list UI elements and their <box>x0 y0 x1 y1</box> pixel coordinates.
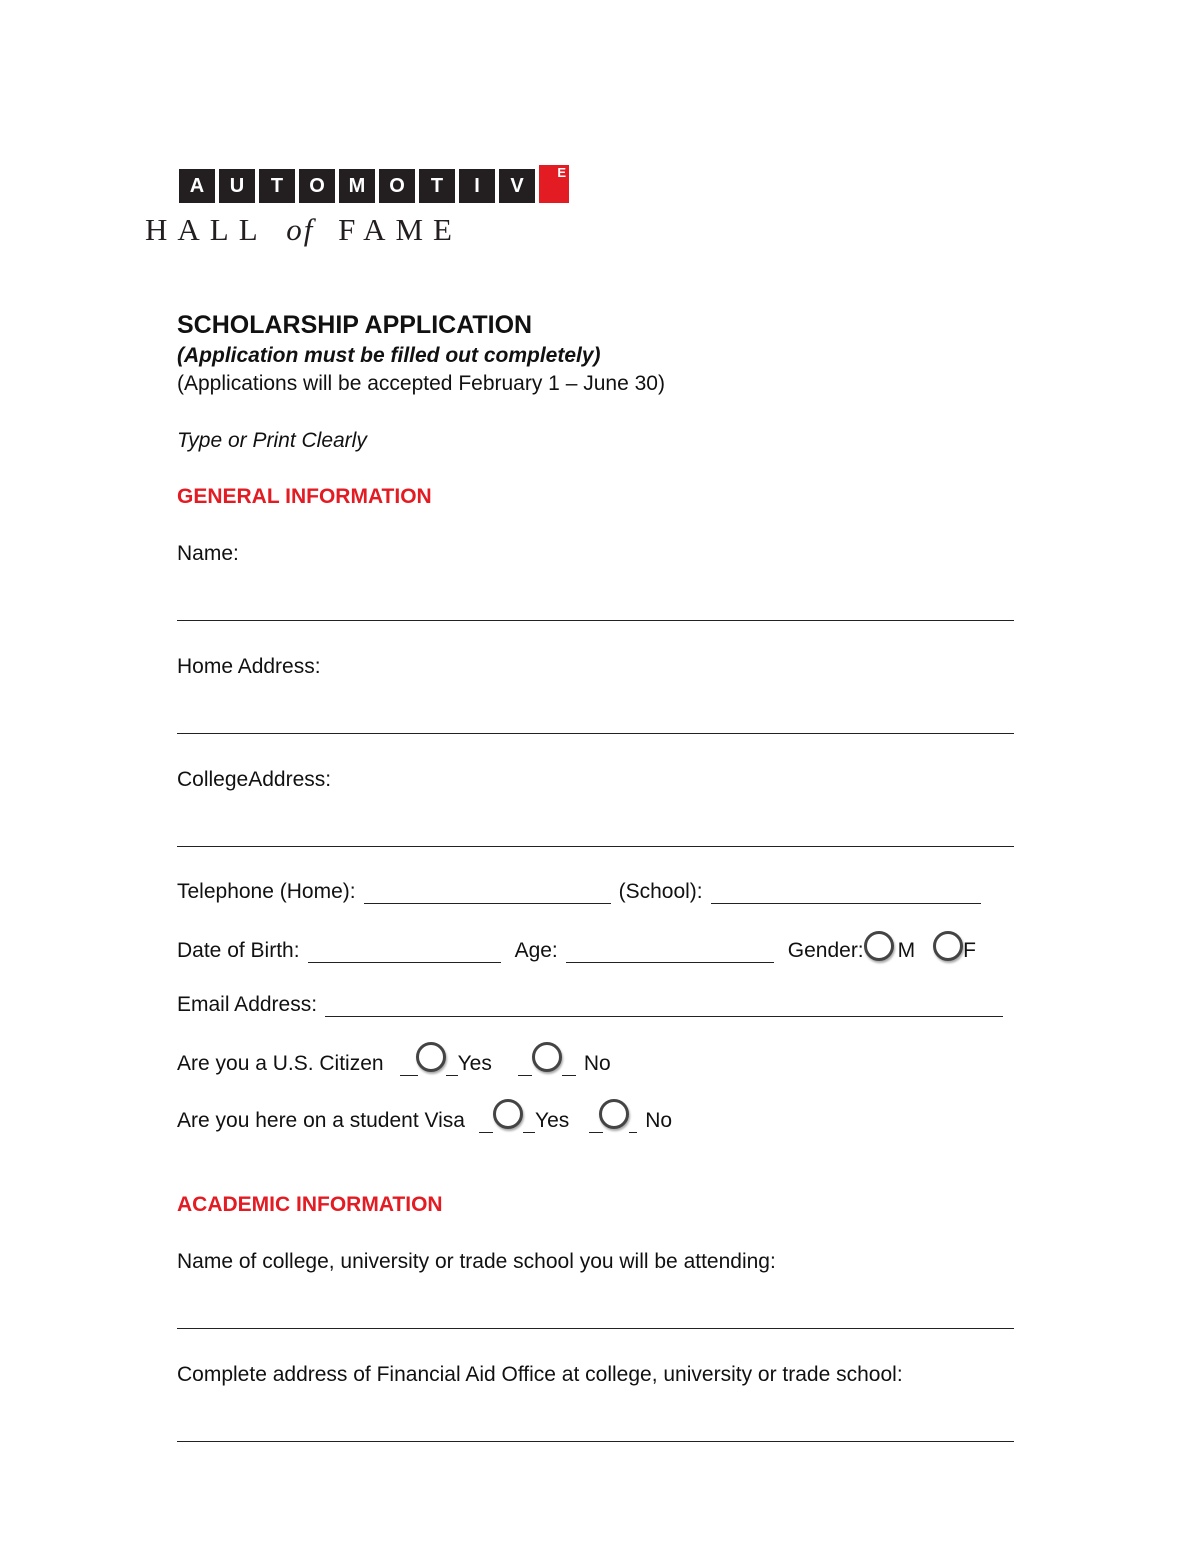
citizen-yes-underline-end <box>446 1057 458 1076</box>
logo-hall-of-fame <box>145 212 462 248</box>
logo-of: of <box>286 212 315 247</box>
citizen-row <box>177 1036 611 1076</box>
visa-row <box>177 1093 672 1133</box>
logo-fame: FAME <box>338 212 462 247</box>
home-address-field[interactable] <box>177 733 1014 734</box>
instruction-text: Type or Print Clearly <box>177 429 367 452</box>
logo-letter: O <box>299 169 335 203</box>
name-field[interactable] <box>177 620 1014 621</box>
dob-label: Date of Birth: <box>177 939 300 962</box>
college-address-label: CollegeAddress: <box>177 768 332 791</box>
telephone-school-field[interactable] <box>711 885 981 904</box>
telephone-home-label: Telephone (Home): <box>177 880 356 903</box>
logo-automotive <box>179 165 569 205</box>
age-field[interactable] <box>566 944 774 963</box>
email-field[interactable] <box>325 998 1003 1017</box>
telephone-school-label: (School): <box>618 880 703 903</box>
gender-m-radio[interactable] <box>864 931 894 961</box>
citizen-no-underline <box>518 1057 532 1076</box>
logo-letter: U <box>219 169 255 203</box>
college-address-field[interactable] <box>177 846 1014 847</box>
logo-letter-e: E <box>557 165 566 180</box>
email-label: Email Address: <box>177 993 318 1016</box>
logo-letter: V <box>499 169 535 203</box>
citizen-no-radio[interactable] <box>532 1042 562 1072</box>
logo-red-block <box>539 165 569 203</box>
dob-age-gender-row <box>177 925 976 963</box>
visa-yes-underline-end <box>523 1114 535 1133</box>
citizen-yes-label: Yes <box>457 1052 492 1075</box>
school-name-label: Name of college, university or trade school you will be attending: <box>177 1250 776 1273</box>
name-label: Name: <box>177 542 239 565</box>
logo-letter: T <box>259 169 295 203</box>
citizen-label: Are you a U.S. Citizen <box>177 1052 384 1075</box>
visa-yes-radio[interactable] <box>493 1099 523 1129</box>
gender-f-label: F <box>963 939 976 962</box>
gender-f-radio[interactable] <box>933 931 963 961</box>
school-name-field[interactable] <box>177 1328 1014 1329</box>
logo-letter: T <box>419 169 455 203</box>
gender-label: Gender: <box>787 939 864 962</box>
logo-hall: HALL <box>145 212 267 247</box>
age-label: Age: <box>514 939 558 962</box>
visa-no-label: No <box>645 1109 673 1132</box>
page-title: SCHOLARSHIP APPLICATION <box>177 311 533 339</box>
telephone-home-field[interactable] <box>364 885 611 904</box>
application-dates: (Applications will be accepted February 1 – June 30) <box>177 372 665 395</box>
page-subtitle: (Application must be filled out completely) <box>177 344 601 367</box>
visa-yes-underline <box>479 1114 493 1133</box>
dob-field[interactable] <box>308 944 501 963</box>
visa-label: Are you here on a student Visa <box>177 1109 465 1132</box>
general-information-heading: GENERAL INFORMATION <box>177 485 432 508</box>
logo-letter: O <box>379 169 415 203</box>
telephone-row <box>177 880 981 904</box>
financial-aid-label: Complete address of Financial Aid Office at college, university or trade school: <box>177 1363 903 1386</box>
gender-m-label: M <box>897 939 916 962</box>
logo-letter: M <box>339 169 375 203</box>
citizen-no-underline-end <box>562 1057 576 1076</box>
logo-letter: I <box>459 169 495 203</box>
citizen-yes-radio[interactable] <box>416 1042 446 1072</box>
citizen-no-label: No <box>583 1052 611 1075</box>
logo-letter: A <box>179 169 215 203</box>
visa-yes-label: Yes <box>534 1109 570 1132</box>
home-address-label: Home Address: <box>177 655 321 678</box>
academic-information-heading: ACADEMIC INFORMATION <box>177 1193 443 1216</box>
email-row <box>177 993 1003 1017</box>
visa-no-radio[interactable] <box>599 1099 629 1129</box>
visa-no-underline-end <box>629 1114 637 1133</box>
financial-aid-field[interactable] <box>177 1441 1014 1442</box>
citizen-yes-underline <box>400 1057 418 1076</box>
